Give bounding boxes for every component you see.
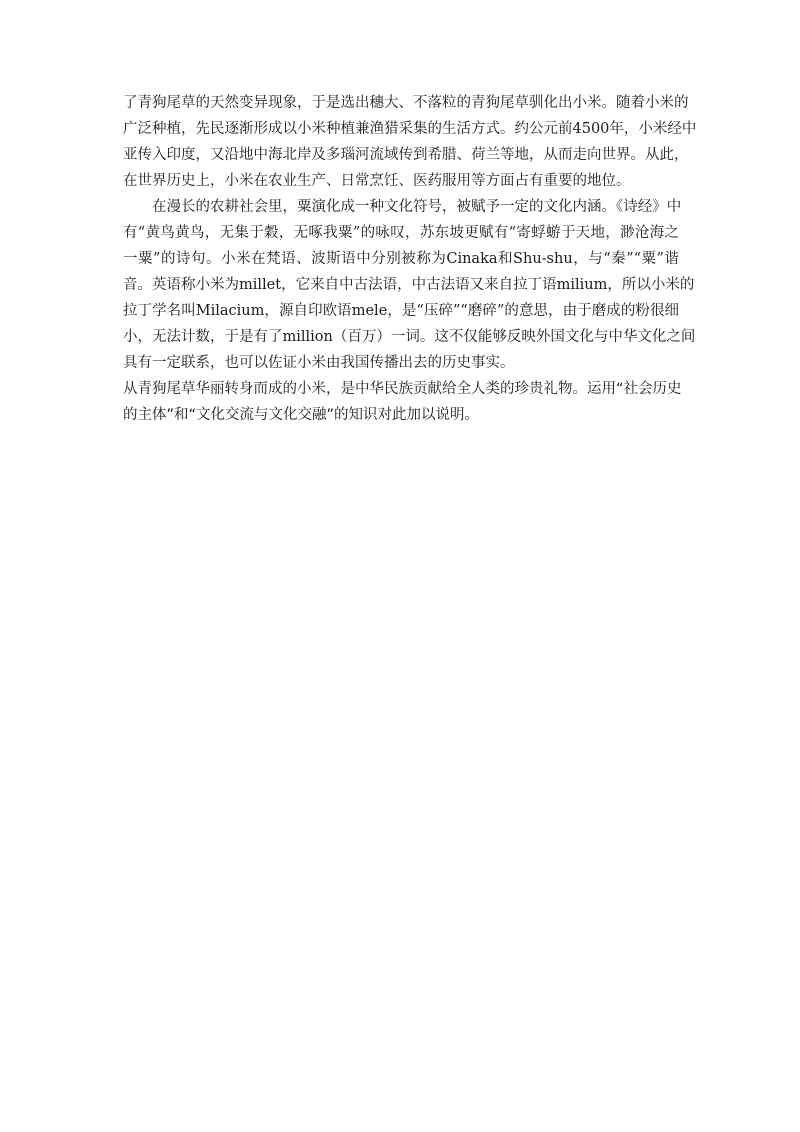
question-line: 的主体”和“文化交流与文化交融”的知识对此加以说明。: [123, 407, 480, 423]
question-prompt: [123, 376, 682, 428]
paragraph-line: 有“黄鸟黄鸟，无集于穀，无啄我粟”的咏叹，苏东坡更赋有“寄蜉蝣于天地，渺沧海之: [123, 225, 679, 241]
paragraph-line: 小，无法计数，于是有了million（百万）一词。这不仅能够反映外国文化与中华文化之间: [123, 329, 696, 345]
paragraph-line: 一粟”的诗句。小米在梵语、波斯语中分别被称为Cinaka和Shu-shu，与“秦”“粟”谐: [123, 251, 679, 267]
paragraph-line: 拉丁学名叫Milacium，源自印欧语mele，是“压碎”“磨碎”的意思，由于磨成的粉很细: [123, 303, 679, 319]
paragraph-line: 音。英语称小米为millet，它来自中古法语，中古法语又来自拉丁语milium，所以小米的: [123, 277, 695, 293]
paragraph-line: 了青狗尾草的天然变异现象，于是选出穗大、不落粒的青狗尾草驯化出小米。随着小米的: [123, 95, 689, 111]
question-line: 从青狗尾草华丽转身而成的小米，是中华民族贡献给全人类的珍贵礼物。运用“社会历史: [123, 381, 682, 397]
paragraph-line: 亚传入印度，又沿地中海北岸及多瑙河流域传到希腊、荷兰等地，从而走向世界。从此，: [123, 147, 689, 163]
passage-paragraph-2: [123, 194, 696, 376]
passage-paragraph-1: [123, 90, 697, 194]
paragraph-line: 具有一定联系，也可以佐证小米由我国传播出去的历史事实。: [123, 355, 515, 371]
paragraph-line: 广泛种植，先民逐渐形成以小米种植兼渔猎采集的生活方式。约公元前4500年，小米经中: [123, 121, 697, 137]
document-body: [123, 90, 697, 428]
paragraph-line: 在世界历史上，小米在农业生产、日常烹饪、医药服用等方面占有重要的地位。: [123, 173, 631, 189]
paragraph-line: 在漫长的农耕社会里，粟演化成一种文化符号，被赋予一定的文化内涵。《诗经》中: [152, 199, 682, 215]
